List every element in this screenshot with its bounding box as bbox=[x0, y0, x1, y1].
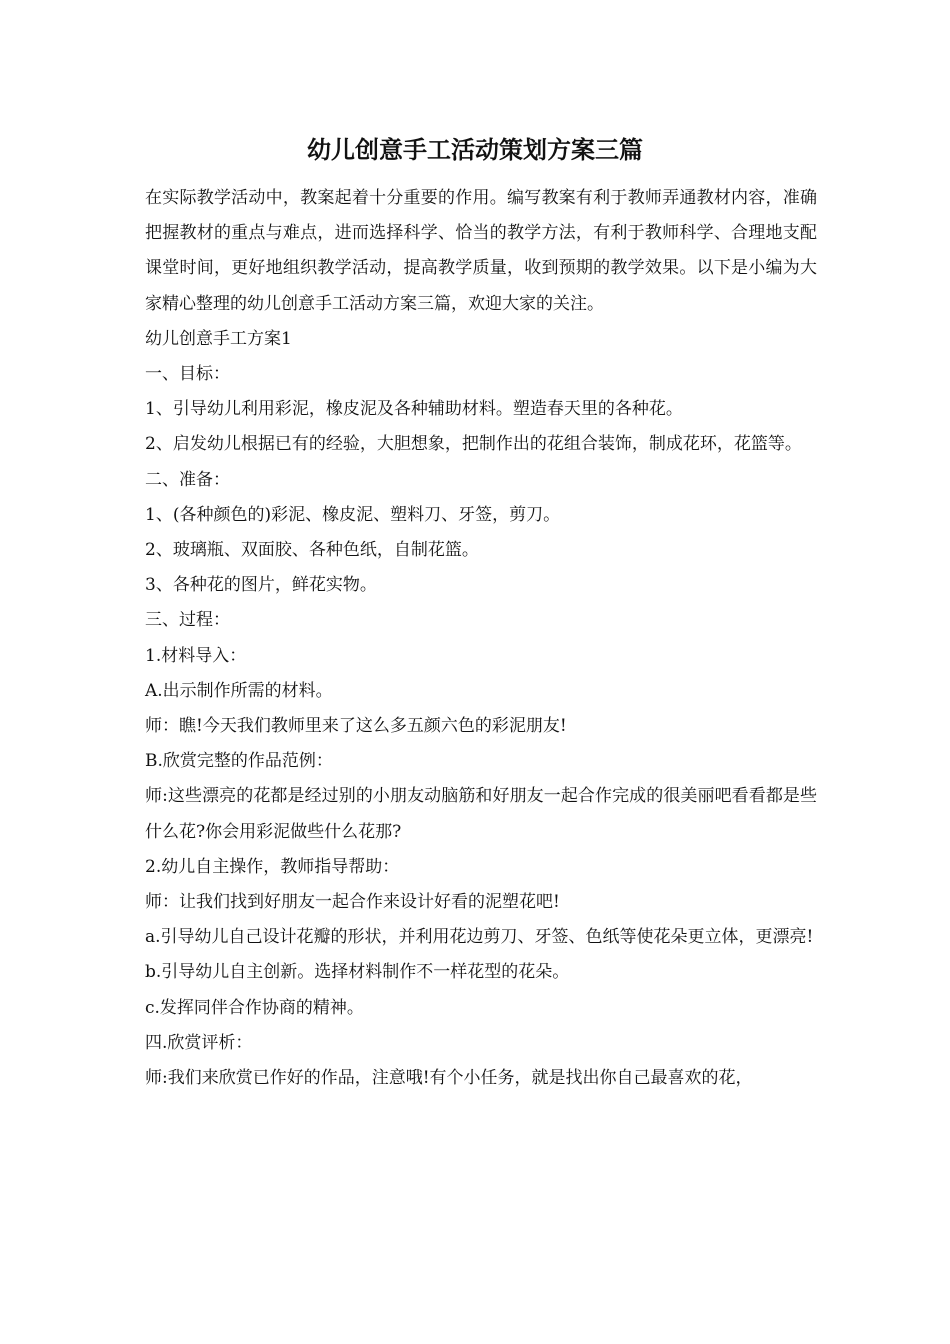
list-item: 1、(各种颜色的)彩泥、橡皮泥、塑料刀、牙签，剪刀。 bbox=[145, 504, 561, 525]
list-item: 2、玻璃瓶、双面胶、各种色纸，自制花篮。 bbox=[145, 540, 479, 561]
dialogue-line: 师：让我们找到好朋友一起合作来设计好看的泥塑花吧! bbox=[145, 892, 560, 913]
list-item: c.发挥同伴合作协商的精神。 bbox=[145, 997, 364, 1018]
dialogue-line: 师：瞧!今天我们教师里来了这么多五颜六色的彩泥朋友! bbox=[145, 716, 567, 737]
subsection-heading: 二、准备： bbox=[145, 469, 230, 490]
list-item: A.出示制作所需的材料。 bbox=[145, 680, 333, 701]
list-item: 3、各种花的图片，鲜花实物。 bbox=[145, 575, 377, 596]
list-item: 1、引导幼儿利用彩泥，橡皮泥及各种辅助材料。塑造春天里的各种花。 bbox=[145, 399, 683, 420]
section-heading: 幼儿创意手工方案1 bbox=[145, 328, 292, 349]
step-heading: 1.材料导入： bbox=[145, 645, 247, 666]
step-heading: 2.幼儿自主操作，教师指导帮助： bbox=[145, 856, 400, 877]
document-title: 幼儿创意手工活动策划方案三篇 bbox=[307, 135, 643, 164]
subsection-heading: 四.欣赏评析： bbox=[145, 1032, 253, 1053]
subsection-heading: 一、目标： bbox=[145, 364, 230, 385]
document-body bbox=[145, 181, 817, 1096]
subsection-heading: 三、过程： bbox=[145, 610, 230, 631]
list-item: B.欣赏完整的作品范例： bbox=[145, 751, 333, 772]
list-item: a.引导幼儿自己设计花瓣的形状，并利用花边剪刀、牙签、色纸等使花朵更立体，更漂亮! bbox=[145, 927, 814, 948]
intro-paragraph: 在实际教学活动中，教案起着十分重要的作用。编写教案有利于教师弄通教材内容，准确把握教材的重点与难点，进而选择科学、恰当的教学方法，有利于教师科学、合理地支配课堂时间，更好地组织教学活动，提高教学质量，收到预期的教学效果。以下是小编为大家精心整理的幼儿创意手工活动方案三篇，欢迎大家的关注。 bbox=[145, 188, 817, 314]
list-item: 2、启发幼儿根据已有的经验，大胆想象，把制作出的花组合装饰，制成花环，花篮等。 bbox=[145, 434, 802, 455]
list-item: b.引导幼儿自主创新。选择材料制作不一样花型的花朵。 bbox=[145, 962, 570, 983]
dialogue-line: 师:这些漂亮的花都是经过别的小朋友动脑筋和好朋友一起合作完成的很美丽吧看看都是些什么花?你会用彩泥做些什么花那? bbox=[145, 786, 817, 842]
dialogue-line: 师:我们来欣赏已作好的作品，注意哦!有个小任务，就是找出你自己最喜欢的花， bbox=[145, 1068, 753, 1089]
